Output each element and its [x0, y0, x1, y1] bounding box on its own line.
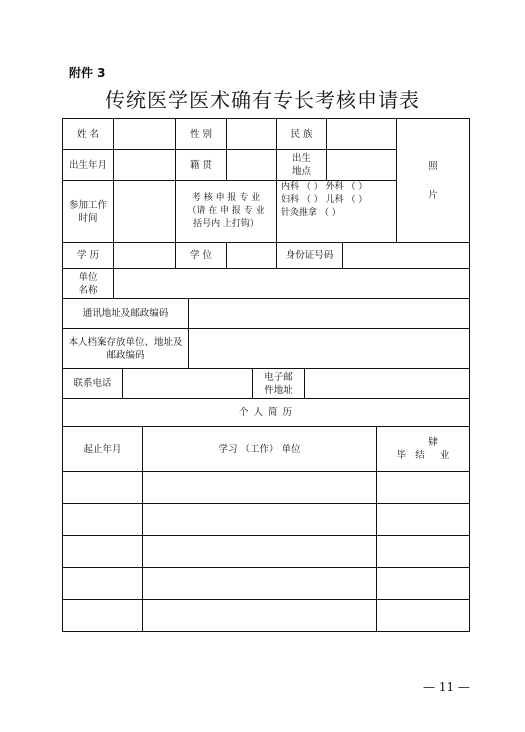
rule [469, 118, 470, 632]
rule [62, 599, 470, 600]
rule [62, 503, 470, 504]
ethnicity-label: 民 族 [290, 128, 313, 140]
witness-line2: 毕 结 业 [396, 450, 450, 461]
rule [62, 631, 470, 632]
work-start-line1: 参加工作 [68, 199, 107, 211]
option-gyn-pediatrics: 妇科 （ ） 儿科 （ ） [281, 195, 368, 205]
rule [226, 242, 227, 268]
rule [113, 268, 114, 298]
rule [188, 328, 189, 368]
phone-label: 联系电话 [73, 378, 112, 389]
birth-date-label: 出生年月 [68, 159, 107, 171]
rule [62, 242, 470, 243]
work-start-line2: 时间 [78, 212, 98, 224]
rule [62, 268, 470, 269]
archive-label [63, 329, 188, 368]
photo-box [397, 119, 469, 242]
specialty-line2: （请 在 申 报 专 业 [187, 206, 265, 216]
education-label: 学 历 [76, 250, 100, 261]
rule [113, 118, 114, 242]
option-acupuncture: 针灸推拿 （ ） [281, 208, 341, 218]
birth-place-line1: 出生 [291, 153, 311, 164]
attachment-label: 附件 3 [69, 66, 106, 80]
page-number: — 11 — [423, 680, 470, 694]
gender-label: 性 别 [189, 128, 213, 140]
degree-label: 学 位 [189, 250, 213, 261]
email-line2: 件地址 [264, 384, 293, 396]
rule [62, 471, 470, 472]
email-label [253, 369, 304, 398]
specialty-line3: 括号内 上打钩） [193, 219, 259, 229]
rule [326, 118, 327, 180]
photo-label-1: 照 [428, 160, 438, 172]
employer-line1: 单位 [78, 271, 98, 283]
form-title: 传统医学医术确有专长考核申请表 [105, 88, 420, 112]
rule [226, 118, 227, 180]
birth-place-line2: 地点 [291, 166, 311, 177]
photo-label-2: 片 [428, 189, 438, 201]
employer-line2: 名称 [78, 284, 98, 296]
archive-line1: 本人档案存放单位、地址及 [68, 336, 183, 348]
rule [188, 298, 189, 328]
period-label: 起止年月 [83, 443, 122, 455]
witness-line1: 肄 [428, 437, 438, 448]
option-internal-surgery: 内科 （ ） 外科 （ ） [281, 182, 368, 192]
native-place-label: 籍 贯 [189, 159, 213, 171]
rule [122, 368, 123, 398]
rule [304, 368, 305, 398]
rule [342, 242, 343, 268]
specialty-options [281, 181, 396, 242]
archive-line2: 邮政编码 [106, 349, 145, 361]
witness-label [377, 427, 469, 471]
name-label: 姓 名 [76, 128, 100, 140]
email-line1: 电子邮 [264, 371, 293, 383]
address-label: 通讯地址及邮政编码 [82, 308, 169, 319]
rule [62, 535, 470, 536]
application-form-table [62, 118, 470, 632]
specialty-line1: 考 核 申 报 专 业 [191, 193, 261, 203]
rule [113, 242, 114, 268]
rule [62, 567, 470, 568]
id-number-label: 身份证号码 [285, 250, 334, 261]
study-work-unit-label: 学习 （工作） 单位 [218, 443, 301, 455]
employer-label [63, 269, 113, 298]
work-start-label [63, 181, 113, 242]
birth-place-label [277, 150, 326, 180]
resume-title: 个 人 简 历 [238, 407, 294, 418]
specialty-label [176, 181, 276, 242]
